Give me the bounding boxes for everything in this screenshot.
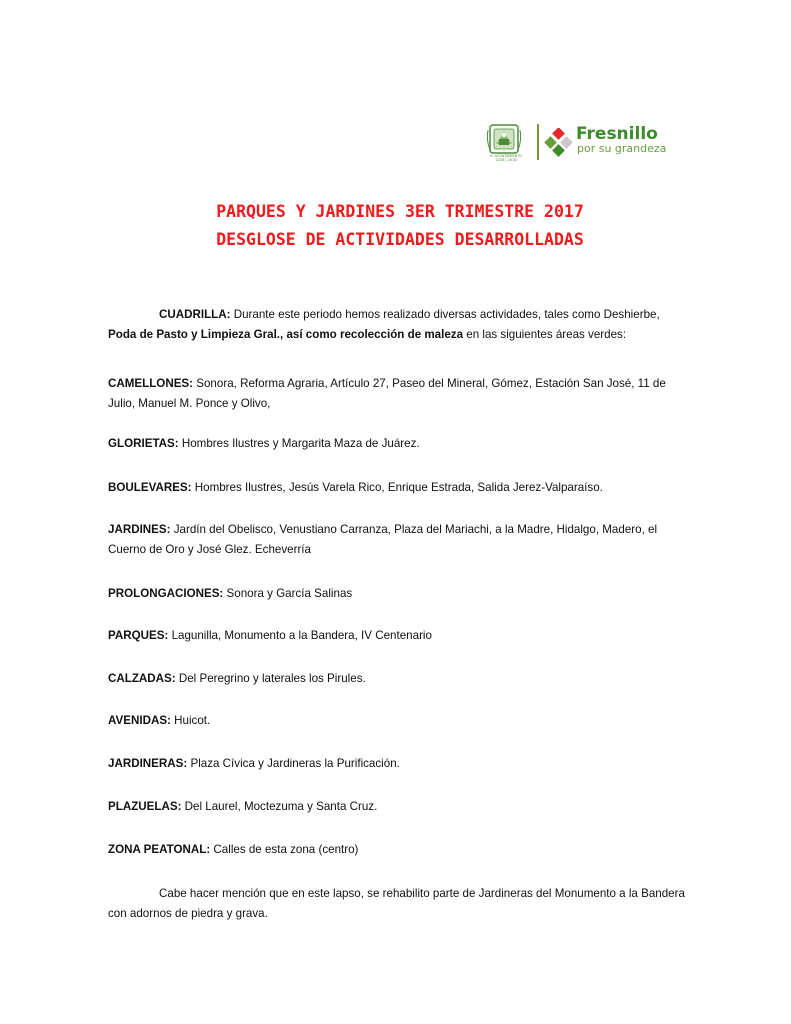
section-calzadas xyxy=(108,669,686,689)
section-text: Huicot. xyxy=(170,714,211,727)
section-prolongaciones xyxy=(108,584,686,604)
seal-caption-line1: H. AYUNTAMIENTO xyxy=(489,154,523,158)
document-title-line1: PARQUES Y JARDINES 3ER TRIMESTRE 2017 xyxy=(216,202,584,221)
section-parques xyxy=(108,626,686,646)
section-plazuelas xyxy=(108,797,686,817)
section-zona-peatonal xyxy=(108,840,686,860)
section-text: Sonora y García Salinas xyxy=(223,587,353,600)
section-label: PLAZUELAS: xyxy=(108,800,182,813)
header-logos xyxy=(484,118,704,166)
section-label: JARDINERAS: xyxy=(108,757,188,770)
section-jardineras xyxy=(108,754,686,774)
intro-bold-text: Poda de Pasto y Limpieza Gral., así como recolección de maleza xyxy=(108,328,464,341)
document-title-line2: DESGLOSE DE ACTIVIDADES DESARROLLADAS xyxy=(216,230,584,249)
brand-tagline: por su grandeza xyxy=(577,142,667,155)
brand-name: Fresnillo xyxy=(576,124,658,144)
section-label: BOULEVARES: xyxy=(108,481,192,494)
section-label: AVENIDAS: xyxy=(108,714,171,727)
section-jardines xyxy=(108,520,686,560)
section-text: Hombres Ilustres y Margarita Maza de Juárez. xyxy=(178,437,420,450)
section-label: CALZADAS: xyxy=(108,672,176,685)
section-label: PROLONGACIONES: xyxy=(108,587,224,600)
intro-text-after: en las siguientes áreas verdes: xyxy=(463,328,627,341)
intro-paragraph xyxy=(108,305,686,345)
logo-divider xyxy=(537,124,539,160)
section-label: PARQUES: xyxy=(108,629,169,642)
section-text: Plaza Cívica y Jardineras la Purificación. xyxy=(187,757,400,770)
section-text: Del Peregrino y laterales los Pirules. xyxy=(175,672,366,685)
section-boulevares xyxy=(108,478,686,498)
section-label: ZONA PEATONAL: xyxy=(108,843,211,856)
section-label: CAMELLONES: xyxy=(108,377,194,390)
section-text: Sonora, Reforma Agraria, Artículo 27, Paseo del Mineral, Gómez, Estación San José, 11 de Julio, Manuel M. Ponce y Olivo, xyxy=(108,377,666,410)
section-text: Del Laurel, Moctezuma y Santa Cruz. xyxy=(181,800,378,813)
closing-paragraph: Cabe hacer mención que en este lapso, se rehabilito parte de Jardineras del Monumento a la Bandera con adornos de piedra y grava. xyxy=(108,887,685,920)
section-text: Calles de esta zona (centro) xyxy=(210,843,359,856)
section-avenidas xyxy=(108,711,686,731)
fresnillo-logo-icon xyxy=(544,128,574,158)
section-label: GLORIETAS: xyxy=(108,437,179,450)
section-glorietas xyxy=(108,434,686,454)
seal-caption xyxy=(484,154,528,162)
section-camellones xyxy=(108,374,686,414)
section-label: JARDINES: xyxy=(108,523,171,536)
seal-caption-line2: 2016 | 2018 xyxy=(495,158,517,162)
section-text: Lagunilla, Monumento a la Bandera, IV Centenario xyxy=(168,629,432,642)
section-text: Jardín del Obelisco, Venustiano Carranza, Plaza del Mariachi, a la Madre, Hidalgo, Madero, el Cuerno de Oro y José Glez. Echeverría xyxy=(108,523,658,556)
section-text: Hombres Ilustres, Jesús Varela Rico, Enrique Estrada, Salida Jerez-Valparaíso. xyxy=(191,481,603,494)
intro-label: CUADRILLA: xyxy=(159,308,231,321)
intro-text-before: Durante este periodo hemos realizado diversas actividades, tales como Deshierbe, xyxy=(230,308,660,321)
